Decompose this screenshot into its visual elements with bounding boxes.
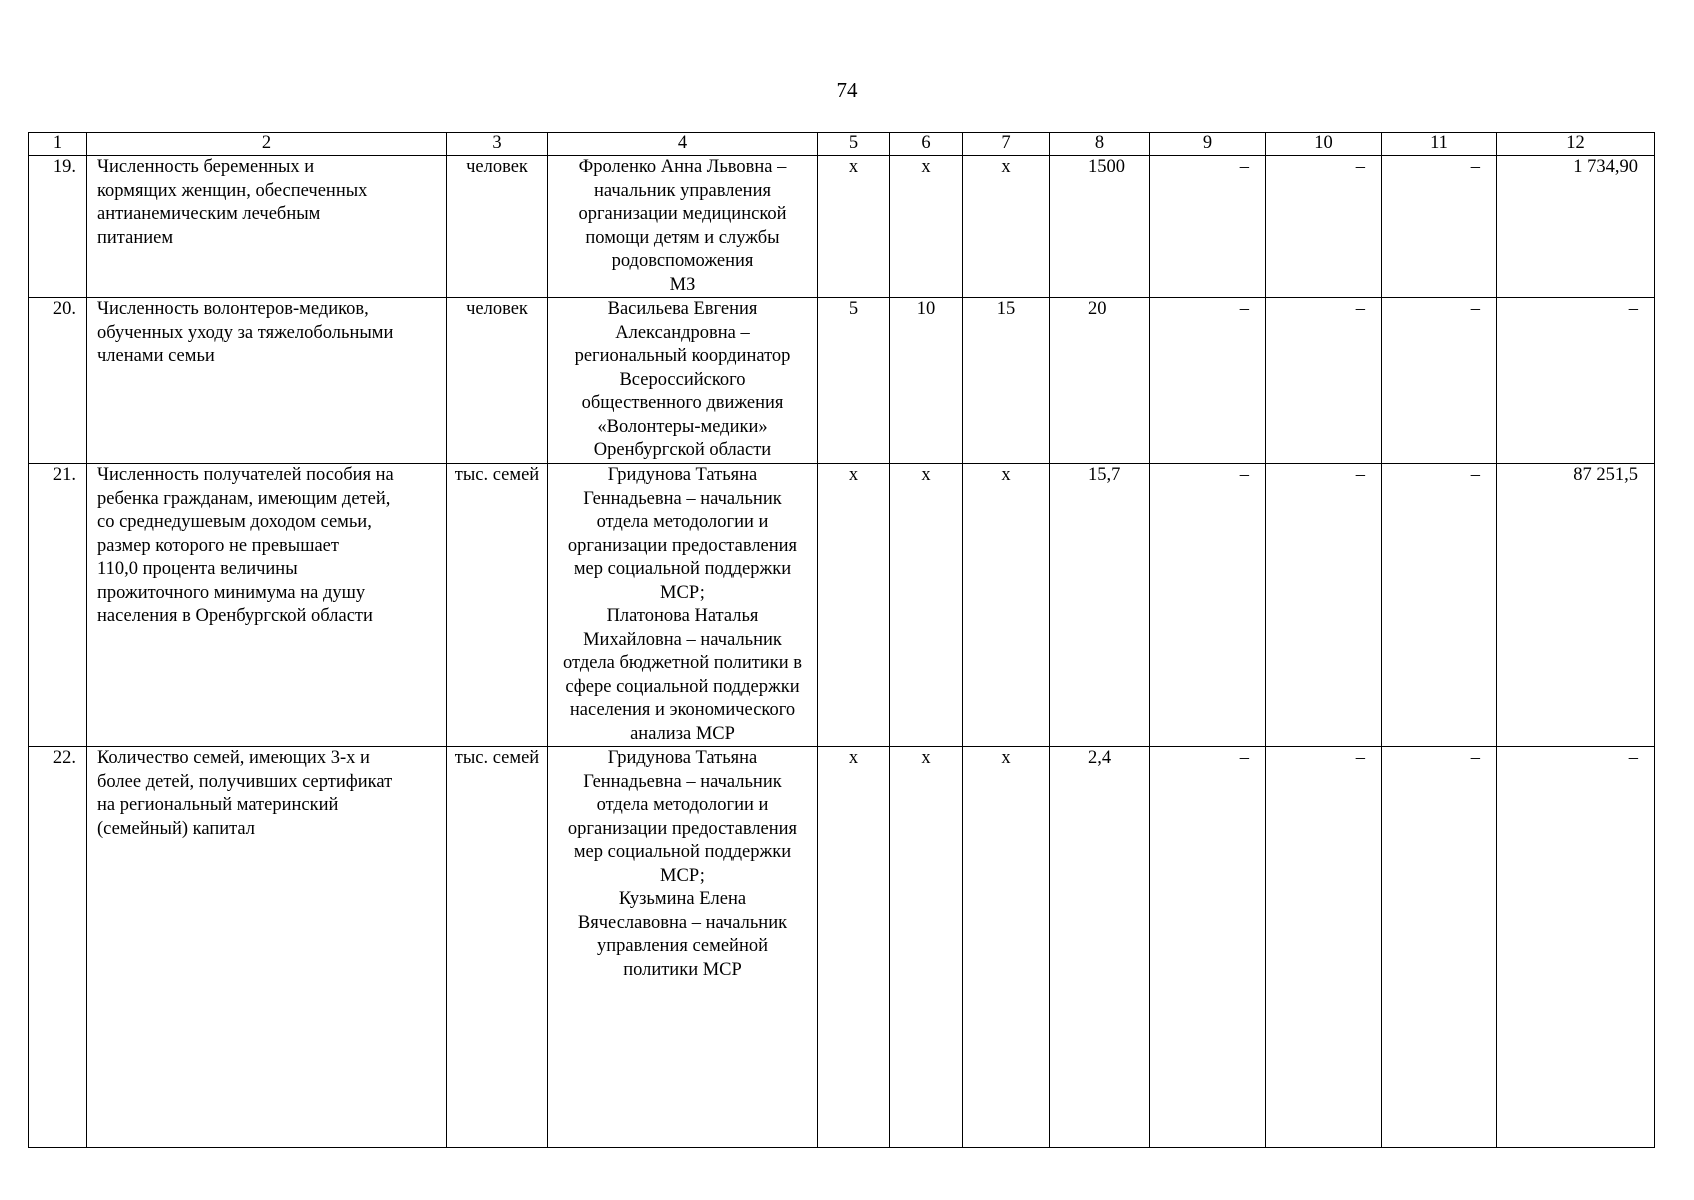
value-cell-7: х xyxy=(963,747,1050,1148)
responsible-cell-line: Фроленко Анна Львовна – xyxy=(578,157,787,177)
responsible-cell xyxy=(548,298,818,464)
responsible-cell-line: отдела методологии и xyxy=(596,512,769,532)
indicator-cell-line: антианемическим лечебным xyxy=(97,204,321,224)
value-cell-11: – xyxy=(1382,156,1497,298)
indicator-cell-line: членами семьи xyxy=(97,346,215,366)
indicator-cell-line: Численность беременных и xyxy=(97,157,315,177)
table-row xyxy=(29,298,1655,464)
responsible-cell-line: «Волонтеры-медики» xyxy=(597,416,768,437)
responsible-cell-line: Вячеславовна – начальник xyxy=(577,912,788,933)
responsible-cell-line: общественного движения xyxy=(581,393,784,413)
responsible-cell-line: Геннадьевна – начальник xyxy=(583,488,782,509)
value-cell-12: 1 734,90 xyxy=(1497,156,1655,298)
responsible-cell-line: управления семейной xyxy=(597,936,768,956)
responsible-cell xyxy=(548,747,818,1148)
column-header: 9 xyxy=(1150,133,1266,156)
unit-cell: человек xyxy=(447,156,548,298)
row-number-cell: 22. xyxy=(29,747,87,1148)
value-cell-9: – xyxy=(1150,747,1266,1148)
indicator-cell-line: кормящих женщин, обеспеченных xyxy=(97,180,368,201)
indicator-cell-line: питанием xyxy=(97,227,174,248)
value-cell-9: – xyxy=(1150,156,1266,298)
responsible-cell-line: отдела бюджетной политики в xyxy=(562,653,803,673)
responsible-cell-line: родовспоможения xyxy=(611,251,754,271)
column-header: 3 xyxy=(447,133,548,156)
responsible-cell-line: населения и экономического xyxy=(569,700,796,720)
value-cell-12: – xyxy=(1497,298,1655,464)
indicator-cell-line: со среднедушевым доходом семьи, xyxy=(97,512,372,532)
indicator-cell xyxy=(87,298,447,464)
column-header: 2 xyxy=(87,133,447,156)
value-cell-10: – xyxy=(1266,464,1382,747)
responsible-cell-line: Васильева Евгения xyxy=(607,299,758,319)
value-cell-11: – xyxy=(1382,747,1497,1148)
value-cell-7: 15 xyxy=(963,298,1050,464)
indicator-cell-line: 110,0 процента величины xyxy=(97,559,298,579)
indicator-cell-line: более детей, получивших сертификат xyxy=(97,771,393,792)
indicator-cell-line: Количество семей, имеющих 3-х и xyxy=(97,748,370,768)
value-cell-5: х xyxy=(818,464,890,747)
value-cell-10: – xyxy=(1266,156,1382,298)
indicator-cell-line: (семейный) капитал xyxy=(97,818,256,839)
value-cell-8: 2,4 xyxy=(1050,747,1150,1148)
responsible-cell-line: МСР; xyxy=(660,582,705,603)
value-cell-12: 87 251,5 xyxy=(1497,464,1655,747)
row-number-cell: 19. xyxy=(29,156,87,298)
responsible-cell-line: Платонова Наталья xyxy=(606,606,759,626)
responsible-cell-line: анализа МСР xyxy=(630,723,735,744)
responsible-cell-line: помощи детям и службы xyxy=(585,227,780,248)
unit-cell: тыс. семей xyxy=(447,464,548,747)
column-header: 8 xyxy=(1050,133,1150,156)
column-header: 11 xyxy=(1382,133,1497,156)
value-cell-5: 5 xyxy=(818,298,890,464)
responsible-cell-line: Гридунова Татьяна xyxy=(607,465,758,485)
value-cell-11: – xyxy=(1382,464,1497,747)
value-cell-10: – xyxy=(1266,747,1382,1148)
value-cell-7: х xyxy=(963,156,1050,298)
responsible-cell-line: Михайловна – начальник xyxy=(583,629,782,650)
responsible-cell-line: отдела методологии и xyxy=(596,795,769,815)
responsible-cell-line: МЗ xyxy=(669,274,696,295)
value-cell-8: 20 xyxy=(1050,298,1150,464)
responsible-cell-line: организации предоставления xyxy=(567,535,798,556)
row-number-cell: 20. xyxy=(29,298,87,464)
indicators-table xyxy=(28,132,1655,1148)
value-cell-6: х xyxy=(890,747,963,1148)
column-header: 4 xyxy=(548,133,818,156)
table-row xyxy=(29,156,1655,298)
responsible-cell-line: начальник управления xyxy=(594,180,771,201)
value-cell-12: – xyxy=(1497,747,1655,1148)
responsible-cell-line: политики МСР xyxy=(623,959,742,980)
value-cell-5: х xyxy=(818,747,890,1148)
column-header: 5 xyxy=(818,133,890,156)
page-number: 74 xyxy=(836,78,858,102)
column-header: 6 xyxy=(890,133,963,156)
indicator-cell-line: ребенка гражданам, имеющим детей, xyxy=(97,488,391,509)
indicator-cell xyxy=(87,464,447,747)
row-number-cell: 21. xyxy=(29,464,87,747)
column-header: 1 xyxy=(29,133,87,156)
value-cell-6: 10 xyxy=(890,298,963,464)
indicator-cell-line: размер которого не превышает xyxy=(97,535,339,556)
responsible-cell-line: Александровна – xyxy=(615,322,750,343)
column-header: 10 xyxy=(1266,133,1382,156)
responsible-cell-line: сфере социальной поддержки xyxy=(565,676,800,697)
unit-cell: человек xyxy=(447,298,548,464)
indicator-cell-line: Численность получателей пособия на xyxy=(97,465,394,485)
responsible-cell-line: Кузьмина Елена xyxy=(618,889,747,909)
indicator-cell-line: прожиточного минимума на душу xyxy=(97,582,366,603)
responsible-cell-line: мер социальной поддержки xyxy=(573,559,792,579)
responsible-cell-line: организации медицинской xyxy=(578,204,787,224)
value-cell-5: х xyxy=(818,156,890,298)
value-cell-6: х xyxy=(890,464,963,747)
unit-cell: тыс. семей xyxy=(447,747,548,1148)
value-cell-9: – xyxy=(1150,464,1266,747)
value-cell-11: – xyxy=(1382,298,1497,464)
value-cell-6: х xyxy=(890,156,963,298)
responsible-cell-line: региональный координатор xyxy=(574,346,791,366)
responsible-cell xyxy=(548,464,818,747)
responsible-cell-line: мер социальной поддержки xyxy=(573,842,792,862)
responsible-cell-line: МСР; xyxy=(660,865,705,886)
indicator-cell-line: населения в Оренбургской области xyxy=(97,606,373,626)
responsible-cell-line: Всероссийского xyxy=(619,369,746,390)
value-cell-9: – xyxy=(1150,298,1266,464)
responsible-cell-line: Геннадьевна – начальник xyxy=(583,771,782,792)
responsible-cell-line: Гридунова Татьяна xyxy=(607,748,758,768)
value-cell-10: – xyxy=(1266,298,1382,464)
indicator-cell-line: обученных уходу за тяжелобольными xyxy=(97,322,394,343)
column-number-row xyxy=(29,133,1655,156)
value-cell-7: х xyxy=(963,464,1050,747)
indicator-cell-line: Численность волонтеров-медиков, xyxy=(97,299,369,319)
indicator-cell-line: на региональный материнский xyxy=(97,795,339,815)
column-header: 7 xyxy=(963,133,1050,156)
column-header: 12 xyxy=(1497,133,1655,156)
responsible-cell-line: организации предоставления xyxy=(567,818,798,839)
responsible-cell-line: Оренбургской области xyxy=(593,440,772,460)
indicator-cell xyxy=(87,747,447,1148)
responsible-cell xyxy=(548,156,818,298)
table-row xyxy=(29,747,1655,1148)
value-cell-8: 1500 xyxy=(1050,156,1150,298)
table-row xyxy=(29,464,1655,747)
value-cell-8: 15,7 xyxy=(1050,464,1150,747)
indicator-cell xyxy=(87,156,447,298)
